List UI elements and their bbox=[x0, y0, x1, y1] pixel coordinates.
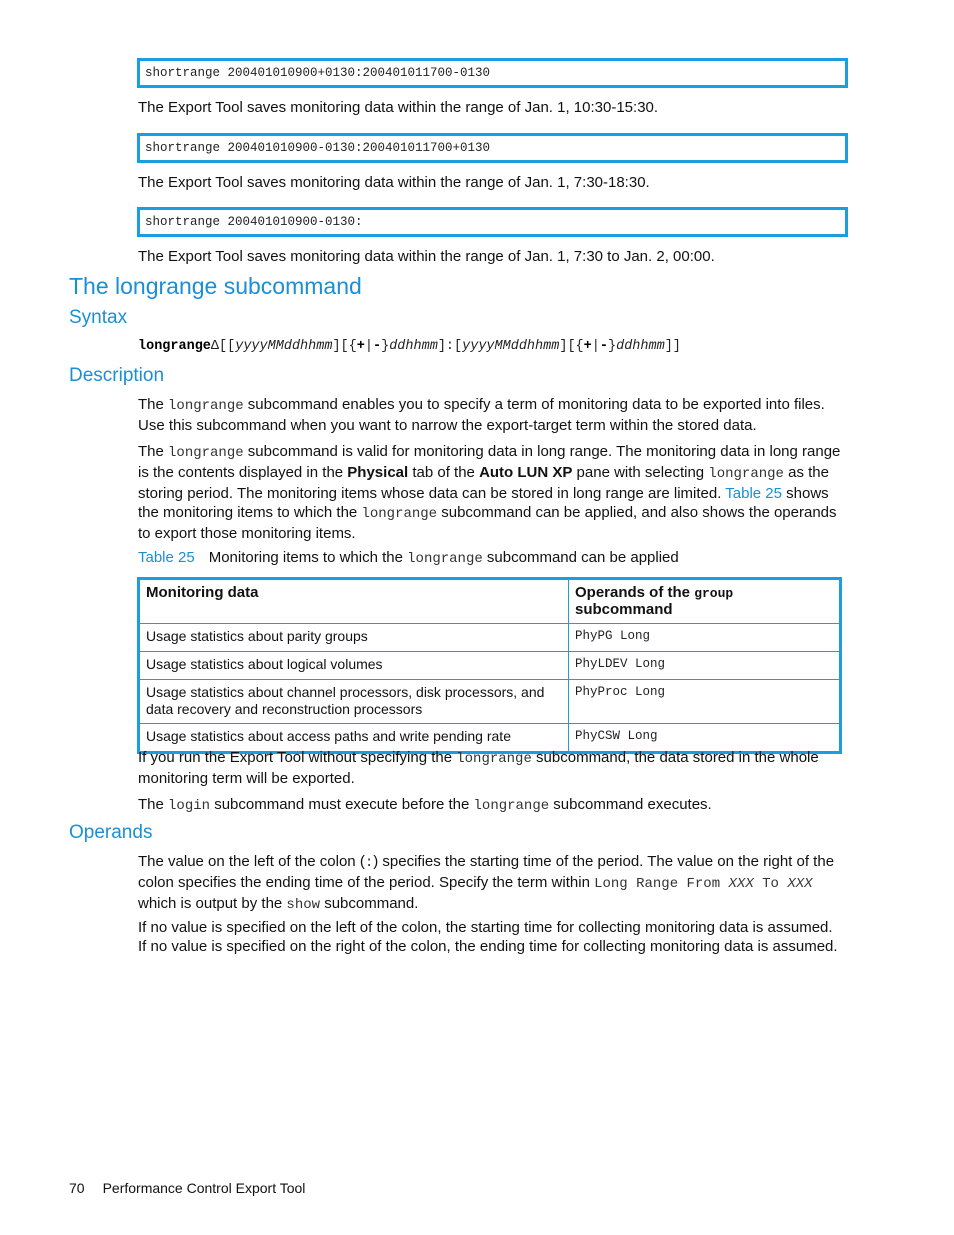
table-row bbox=[139, 680, 841, 724]
operand-value: PhyProc Long bbox=[569, 680, 841, 724]
example-note-2: The Export Tool saves monitoring data within the range of Jan. 1, 7:30-18:30. bbox=[138, 174, 650, 191]
syntax-line: longrangeΔ[[yyyyMMddhhmm][{+|-}ddhhmm]:[yyyyMMddhhmm][{+|-}ddhhmm]] bbox=[138, 339, 681, 354]
table-25-link[interactable]: Table 25 bbox=[725, 485, 782, 502]
example-note-3: The Export Tool saves monitoring data within the range of Jan. 1, 7:30 to Jan. 2, 00:00. bbox=[138, 248, 715, 265]
page-footer bbox=[69, 1180, 305, 1196]
description-paragraph-3: If you run the Export Tool without specifying the longrange subcommand, the data stored in the whole monitoring term will be exported. bbox=[138, 749, 819, 787]
description-paragraph-1: The longrange subcommand enables you to specify a term of monitoring data to be exported into files. Use this subcommand when you want to narrow the export-target term within the stored data. bbox=[138, 396, 825, 434]
code-example-2: shortrange 200401010900-0130:200401011700+0130 bbox=[137, 133, 848, 163]
operands-paragraph-1: The value on the left of the colon (:) specifies the starting time of the period. The value on the right of the colon specifies the ending time of the period. Specify the term within Long Range From XXX To XXX which is output by the show subcommand. bbox=[138, 853, 835, 913]
monitoring-items-table bbox=[137, 577, 842, 754]
table-caption: Table 25 Monitoring items to which the longrange subcommand can be applied bbox=[138, 549, 679, 567]
syntax-heading: Syntax bbox=[69, 307, 128, 328]
description-heading: Description bbox=[69, 365, 165, 386]
table-row bbox=[139, 652, 841, 680]
operand-value: PhyPG Long bbox=[569, 624, 841, 652]
table-caption-label: Table 25 bbox=[138, 549, 195, 566]
table-header-row bbox=[139, 579, 841, 624]
operands-heading: Operands bbox=[69, 822, 153, 843]
code-example-1: shortrange 200401010900+0130:200401011700-0130 bbox=[137, 58, 848, 88]
monitoring-item: Usage statistics about parity groups bbox=[139, 624, 569, 652]
section-title: The longrange subcommand bbox=[69, 273, 362, 299]
operands-paragraph-2: If no value is specified on the left of the colon, the starting time for collecting monitoring data is assumed. If no value is specified on the right of the colon, the ending time for collecting monitoring data is assumed. bbox=[138, 919, 838, 955]
header-operands: Operands of the group subcommand bbox=[569, 579, 841, 624]
description-paragraph-2: The longrange subcommand is valid for monitoring data in long range. The monitoring data in long range is the contents displayed in the Physical tab of the Auto LUN XP pane with selecting longrange as the storing period. The monitoring items whose data can be stored in long range are limited. Table 25 shows the monitoring items to which the longrange subcommand can be applied, and also shows the operands to export those monitoring items. bbox=[138, 443, 841, 542]
page-number: 70 bbox=[69, 1180, 85, 1196]
operand-value: PhyCSW Long bbox=[569, 724, 841, 753]
footer-title: Performance Control Export Tool bbox=[102, 1180, 306, 1196]
description-paragraph-4: The login subcommand must execute before the longrange subcommand executes. bbox=[138, 796, 712, 814]
example-note-1: The Export Tool saves monitoring data within the range of Jan. 1, 10:30-15:30. bbox=[138, 99, 659, 116]
table-row bbox=[139, 624, 841, 652]
monitoring-item: Usage statistics about logical volumes bbox=[139, 652, 569, 680]
code-example-3: shortrange 200401010900-0130: bbox=[137, 207, 848, 237]
monitoring-item: Usage statistics about channel processors, disk processors, and data recovery and reconstruction processors bbox=[139, 680, 569, 724]
operand-value: PhyLDEV Long bbox=[569, 652, 841, 680]
header-monitoring-data: Monitoring data bbox=[139, 579, 569, 624]
monitoring-item: Usage statistics about access paths and write pending rate bbox=[139, 724, 569, 753]
